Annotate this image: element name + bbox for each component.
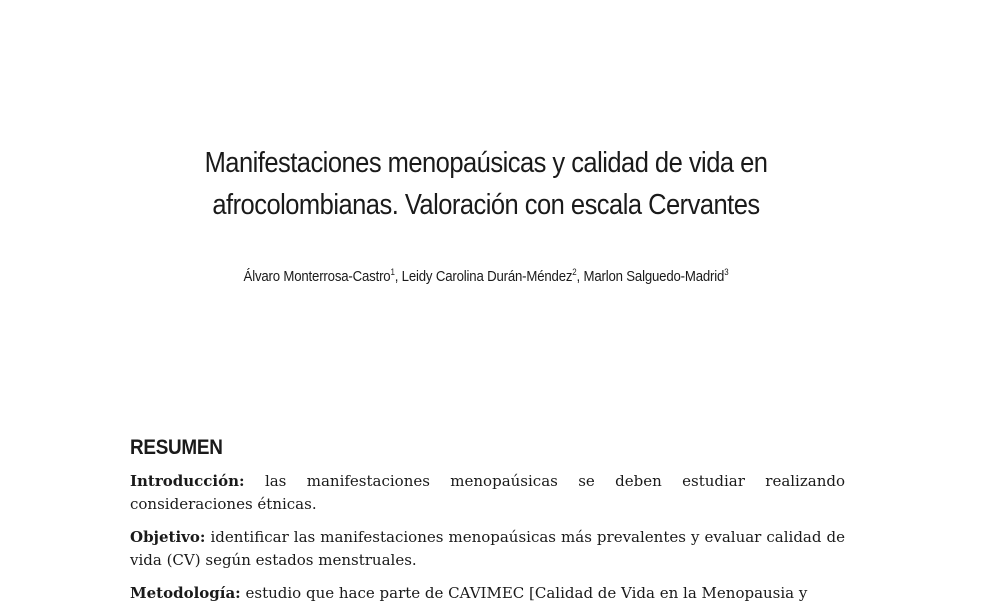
- author-3: [584, 268, 729, 285]
- author-name: Álvaro Monterrosa-Castro: [243, 268, 391, 285]
- abstract-section-introduccion: [130, 470, 845, 516]
- author-list: [190, 266, 781, 288]
- section-label: Objetivo:: [130, 528, 206, 546]
- abstract-body: [130, 470, 845, 615]
- section-text: las manifestaciones menopaúsicas se deben estudiar realizando consideraciones étnicas.: [130, 472, 845, 513]
- abstract-section-metodologia: [130, 582, 845, 605]
- author-name: Marlon Salguedo-Madrid: [583, 268, 725, 285]
- author-1: [244, 268, 402, 285]
- abstract-section-objetivo: [130, 526, 845, 572]
- author-separator: ,: [576, 268, 584, 285]
- section-text: identificar las manifestaciones menopaúsicas más prevalentes y evaluar calidad de vida (CV) según estados menstruales.: [130, 528, 845, 569]
- section-text: estudio que hace parte de CAVIMEC [Calidad de Vida en la Menopausia y: [240, 584, 808, 602]
- section-label: Metodología:: [130, 584, 241, 602]
- article-title-line-1: Manifestaciones menopaúsicas y calidad de vida en: [204, 147, 768, 179]
- author-separator: ,: [394, 268, 402, 285]
- author-affiliation: 1: [390, 267, 395, 277]
- author-name: Leidy Carolina Durán-Méndez: [401, 268, 573, 285]
- abstract-heading: RESUMEN: [130, 436, 223, 459]
- author-affiliation: 3: [724, 267, 729, 277]
- author-affiliation: 2: [572, 267, 577, 277]
- article-title-line-2: afrocolombianas. Valoración con escala Cervantes: [212, 189, 760, 221]
- author-2: [402, 268, 584, 285]
- article-title: [190, 142, 781, 226]
- section-label: Introducción:: [130, 472, 245, 490]
